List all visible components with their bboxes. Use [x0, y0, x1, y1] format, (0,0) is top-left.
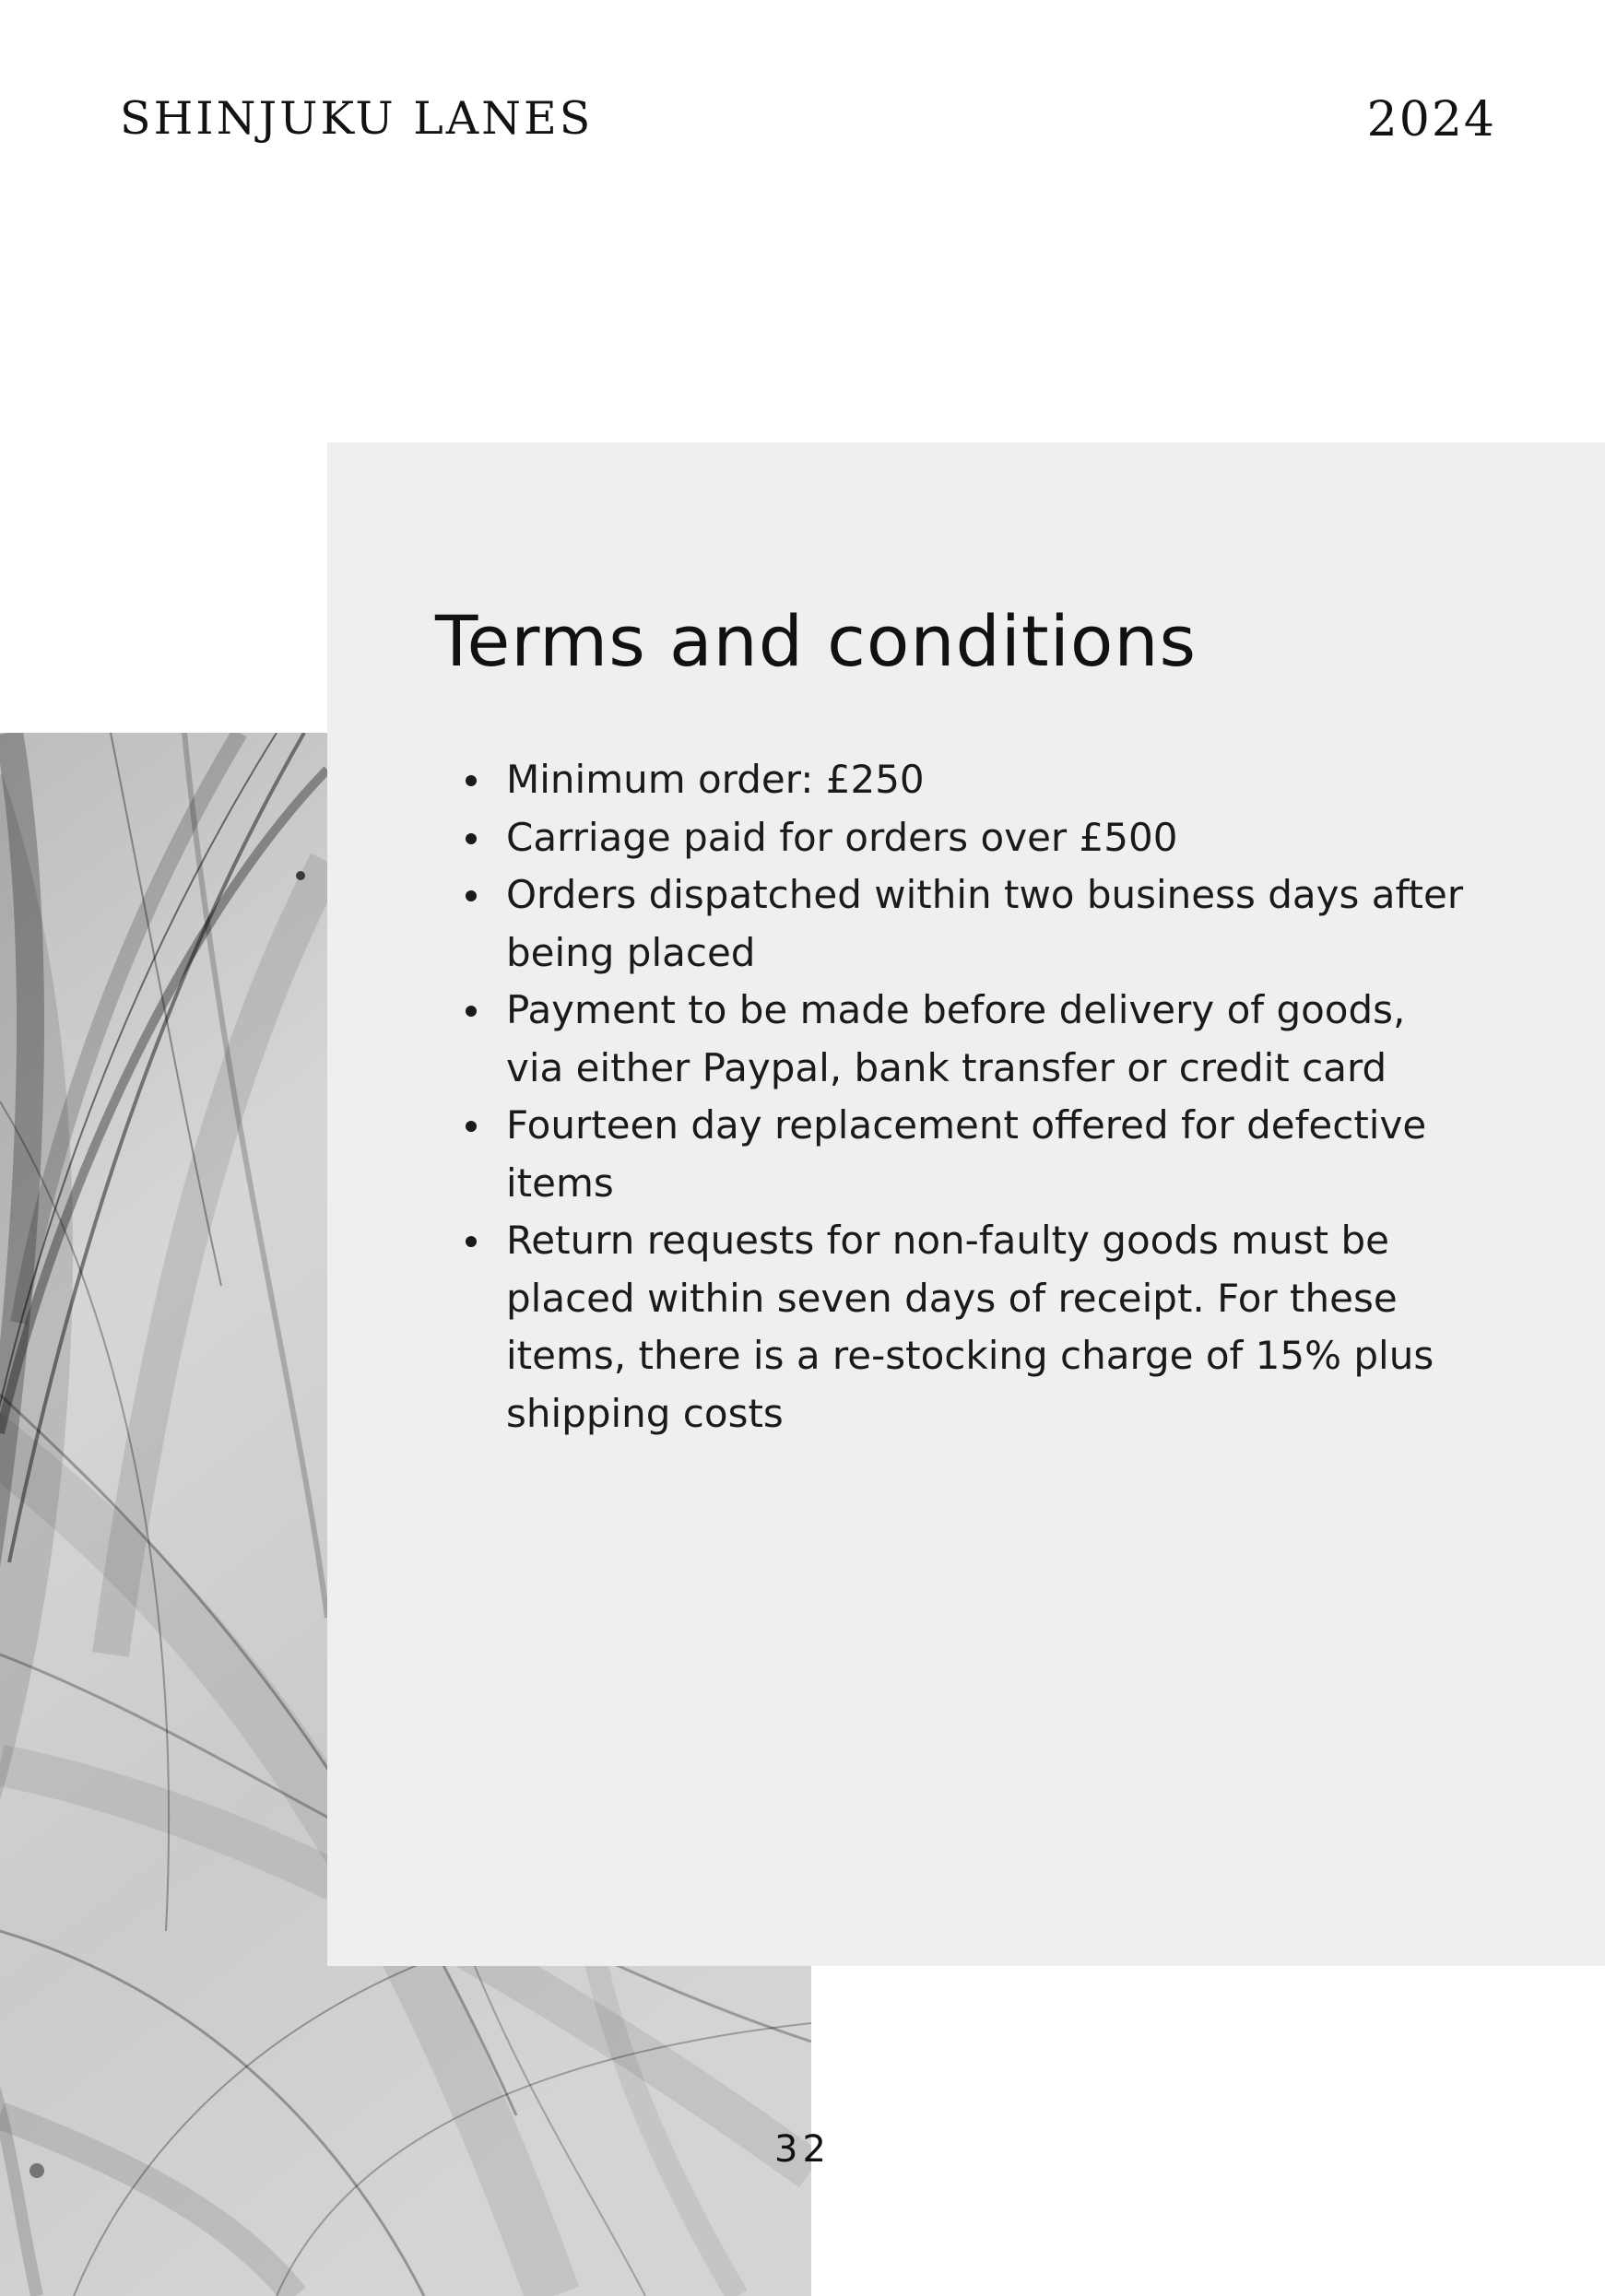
year-label: 2024: [1366, 92, 1496, 147]
terms-panel: [327, 442, 1605, 1966]
terms-list-item: Payment to be made before delivery of goods, via either Paypal, bank transfer or credit card: [506, 982, 1465, 1097]
terms-list: [506, 751, 1465, 1442]
section-title: Terms and conditions: [435, 600, 1198, 682]
page-number: 32: [774, 2128, 831, 2171]
terms-list-item: Return requests for non-faulty goods must be placed within seven days of receipt. For these items, there is a re-stocking charge of 15% plus shipping costs: [506, 1212, 1465, 1442]
terms-list-item: Minimum order: £250: [506, 751, 1465, 809]
terms-list-item: Carriage paid for orders over £500: [506, 809, 1465, 867]
terms-list-item: Fourteen day replacement offered for defective items: [506, 1097, 1465, 1212]
terms-list-item: Orders dispatched within two business days after being placed: [506, 866, 1465, 982]
brand-name: SHINJUKU LANES: [120, 92, 594, 145]
